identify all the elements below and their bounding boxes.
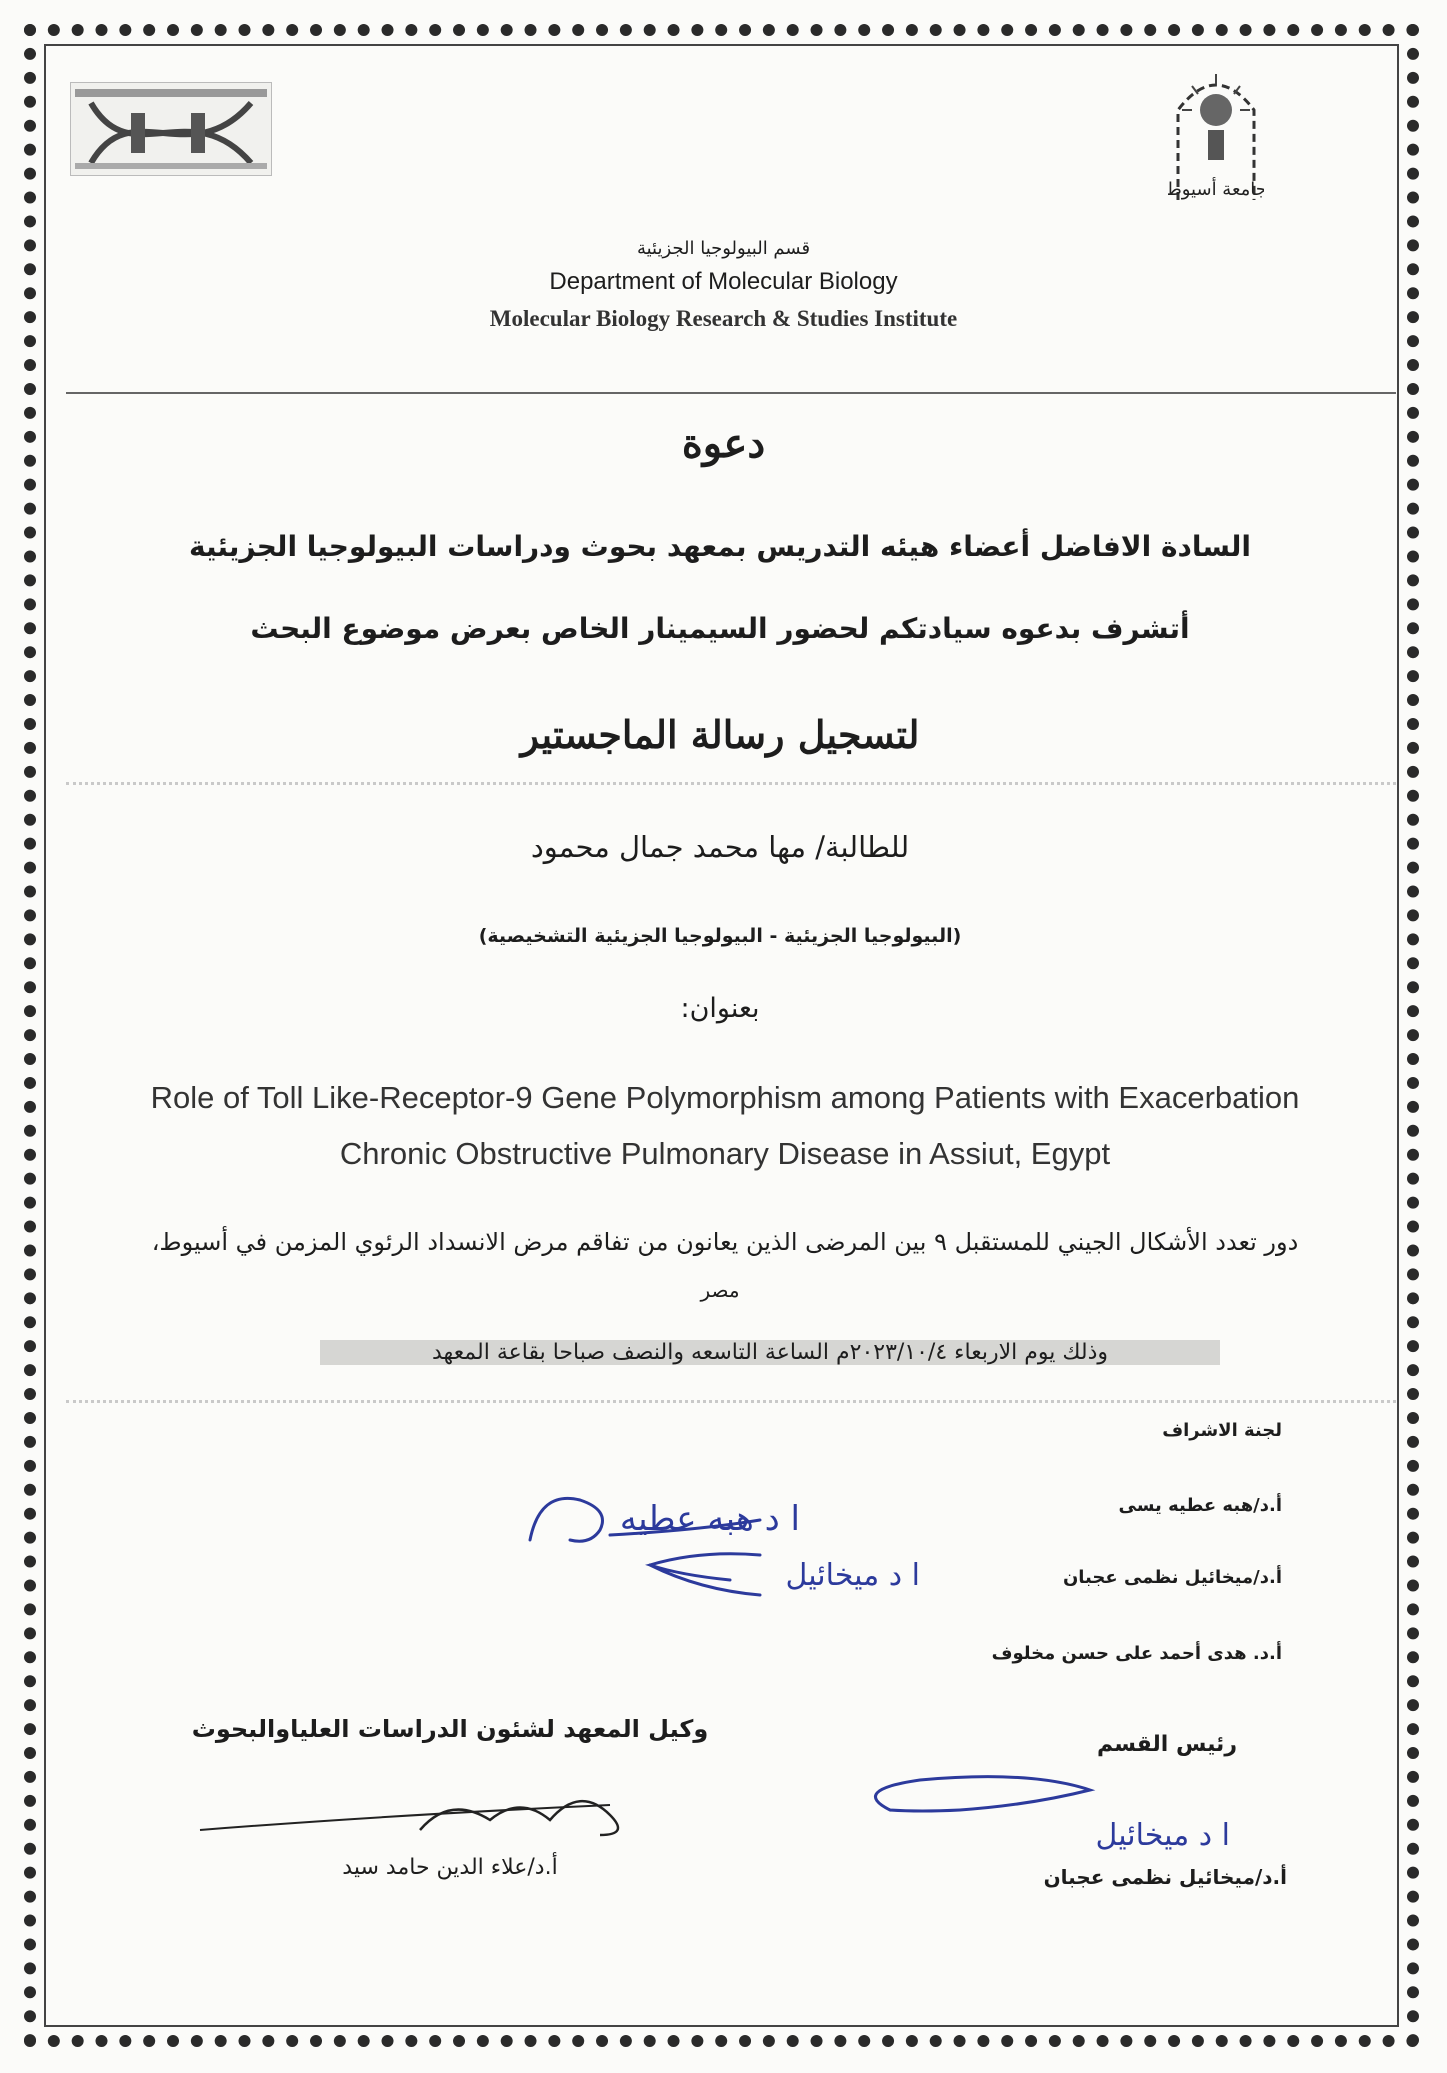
university-emblem-icon <box>1168 60 1264 210</box>
vice-dean-signature <box>190 1775 650 1855</box>
arabic-thesis-title-line-1: دور تعدد الأشكال الجيني للمستقبل ٩ بين المرضى الذين يعانون من تفاقم مرض الانسداد الرئوي المزمن في أسيوط، <box>151 1228 1299 1256</box>
supervisor-3: أ.د. هدى أحمد على حسن مخلوف <box>991 1643 1282 1664</box>
department-name-english: Department of Molecular Biology <box>549 268 898 295</box>
title-label: بعنوان: <box>680 993 760 1024</box>
vice-dean-name: أ.د/علاء الدين حامد سيد <box>342 1855 558 1880</box>
scan-dotted-line <box>66 782 1396 785</box>
english-thesis-title-line-1: Role of Toll Like-Receptor-9 Gene Polymorphism among Patients with Exacerbation <box>150 1080 1300 1115</box>
arabic-thesis-title-line-2: مصر <box>700 1278 740 1302</box>
assiut-university-logo <box>1168 60 1264 210</box>
dna-logo-icon <box>71 83 271 175</box>
department-head-signature <box>830 1750 1260 1860</box>
thesis-registration-heading: لتسجيل رسالة الماجستير <box>520 712 920 757</box>
invitation-line-2: أتشرف بدعوه سيادتكم لحضور السيمينار الخاص بعرض موضوع البحث <box>250 612 1190 645</box>
student-name: للطالبة/ مها محمد جمال محمود <box>530 830 910 864</box>
supervision-committee-heading: لجنة الاشراف <box>1162 1420 1282 1441</box>
signature-2: ا د ميخائيل <box>785 1558 920 1593</box>
institute-logo <box>70 82 272 176</box>
signature-3: ا د ميخائيل <box>1095 1818 1230 1853</box>
university-logo-text: جامعة أسيوط <box>1168 179 1264 200</box>
invitation-title: دعوة <box>681 420 766 467</box>
supervisor-1: أ.د/هبه عطيه يسى <box>1118 1495 1282 1516</box>
signature-1: ا د هبه عطيه <box>619 1499 800 1539</box>
specialty: (البيولوجيا الجزيئية - البيولوجيا الجزيئية التشخيصية) <box>478 925 962 947</box>
seminar-date-line: وذلك يوم الاربعاء ٢٠٢٣/١٠/٤م الساعة التاسعه والنصف صباحا بقاعة المعهد <box>320 1340 1220 1365</box>
english-thesis-title-line-2: Chronic Obstructive Pulmonary Disease in Assiut, Egypt <box>339 1136 1111 1171</box>
vice-dean-title: وكيل المعهد لشئون الدراسات العلياوالبحوث <box>191 1715 709 1743</box>
header-divider <box>66 392 1396 394</box>
department-head-title: رئيس القسم <box>1097 1732 1237 1757</box>
department-head-name: أ.د/ميخائيل نظمى عجبان <box>1043 1865 1287 1889</box>
invitation-line-1: السادة الافاضل أعضاء هيئه التدريس بمعهد بحوث ودراسات البيولوجيا الجزيئية <box>188 530 1251 563</box>
department-name-arabic: قسم البيولوجيا الجزيئية <box>636 238 811 259</box>
supervisor-2: أ.د/ميخائيل نظمى عجبان <box>1062 1567 1282 1588</box>
signature-scribble-2 <box>650 1554 760 1595</box>
signature-scribble-3 <box>875 1777 1090 1811</box>
supervisor-signatures <box>500 1430 1120 1610</box>
institute-name-english: Molecular Biology Research & Studies Institute <box>489 306 958 331</box>
scan-dotted-line-2 <box>66 1400 1396 1403</box>
